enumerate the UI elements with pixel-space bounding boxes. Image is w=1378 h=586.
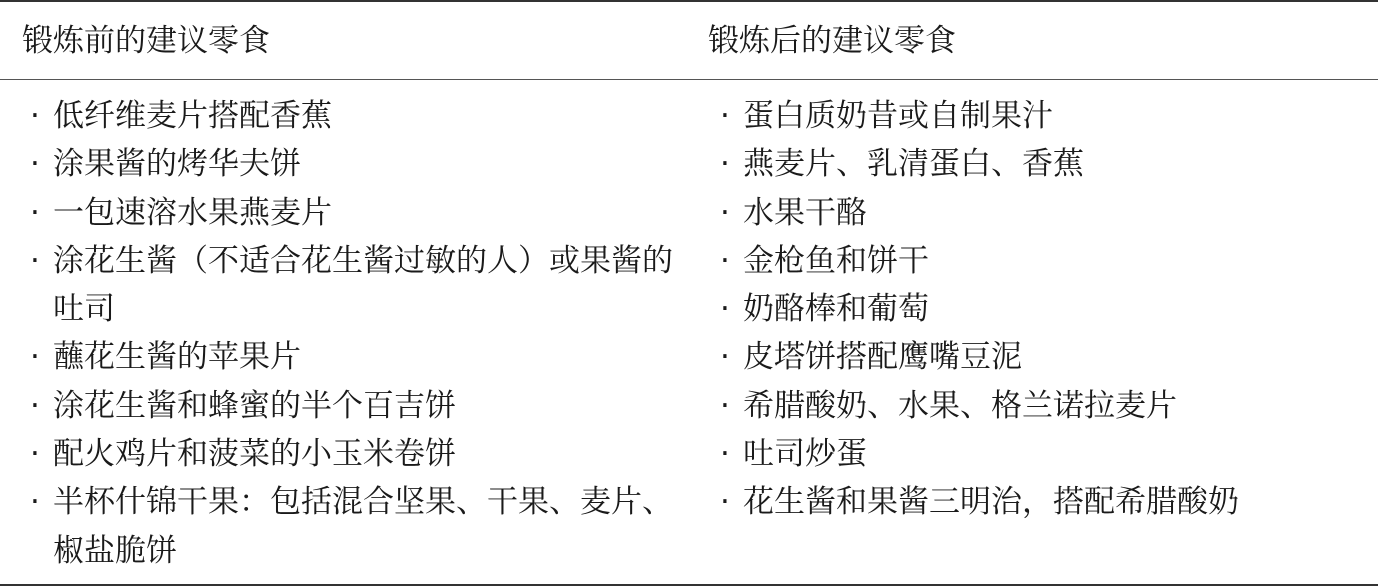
list-item xyxy=(712,92,1352,140)
bullet: · xyxy=(720,339,730,376)
bullet: · xyxy=(30,194,40,231)
bullet: · xyxy=(30,436,40,473)
list-item xyxy=(22,237,677,334)
snack-text: 花生酱和果酱三明治，搭配希腊酸奶 xyxy=(743,484,1239,521)
bullet: · xyxy=(30,98,40,134)
snack-text: 涂花生酱（不适合花生酱过敏的人）或果酱的吐司 xyxy=(53,242,673,328)
list-item xyxy=(712,285,1352,333)
list-item xyxy=(22,140,677,188)
list-item xyxy=(712,478,1352,526)
bullet: · xyxy=(30,242,40,279)
snack-text: 低纤维麦片搭配香蕉 xyxy=(53,98,332,134)
snack-text: 涂果酱的烤华夫饼 xyxy=(53,146,301,183)
snack-text: 希腊酸奶、水果、格兰诺拉麦片 xyxy=(743,387,1177,424)
snack-text: 半杯什锦干果：包括混合坚果、干果、麦片、椒盐脆饼 xyxy=(53,484,673,569)
after-exercise-list xyxy=(712,92,1352,527)
list-item xyxy=(22,92,677,140)
list-item xyxy=(22,333,677,381)
snack-text: 皮塔饼搭配鹰嘴豆泥 xyxy=(743,339,1022,376)
bullet: · xyxy=(30,484,40,521)
snack-text: 金枪鱼和饼干 xyxy=(743,242,929,279)
list-item xyxy=(712,189,1352,237)
snack-text: 配火鸡片和菠菜的小玉米卷饼 xyxy=(53,436,456,473)
before-exercise-list xyxy=(22,92,677,575)
before-exercise-heading: 锻炼前的建议零食 xyxy=(22,23,270,59)
bullet: · xyxy=(30,387,40,424)
list-item xyxy=(22,189,677,237)
snack-text: 涂花生酱和蜂蜜的半个百吉饼 xyxy=(53,387,456,424)
bullet: · xyxy=(720,194,730,231)
bullet: · xyxy=(720,436,730,473)
bullet: · xyxy=(30,146,40,183)
bullet: · xyxy=(720,98,730,134)
table-header-row xyxy=(0,2,1378,80)
snack-text: 蛋白质奶昔或自制果汁 xyxy=(743,98,1053,134)
snack-text: 水果干酪 xyxy=(743,194,867,231)
bullet: · xyxy=(30,339,40,376)
list-item xyxy=(712,430,1352,478)
list-item xyxy=(712,140,1352,188)
bullet: · xyxy=(720,291,730,328)
list-item xyxy=(712,333,1352,381)
list-item xyxy=(22,478,677,575)
bullet: · xyxy=(720,242,730,279)
snack-text: 吐司炒蛋 xyxy=(743,436,867,473)
list-item xyxy=(22,430,677,478)
bullet: · xyxy=(720,387,730,424)
bullet: · xyxy=(720,146,730,183)
list-item xyxy=(712,237,1352,285)
list-item xyxy=(22,382,677,430)
snack-text: 蘸花生酱的苹果片 xyxy=(53,339,301,376)
list-item xyxy=(712,382,1352,430)
snack-text: 一包速溶水果燕麦片 xyxy=(53,194,332,231)
after-exercise-heading: 锻炼后的建议零食 xyxy=(708,23,956,59)
snack-text: 奶酪棒和葡萄 xyxy=(743,291,929,328)
snack-text: 燕麦片、乳清蛋白、香蕉 xyxy=(743,146,1084,183)
bullet: · xyxy=(720,484,730,521)
